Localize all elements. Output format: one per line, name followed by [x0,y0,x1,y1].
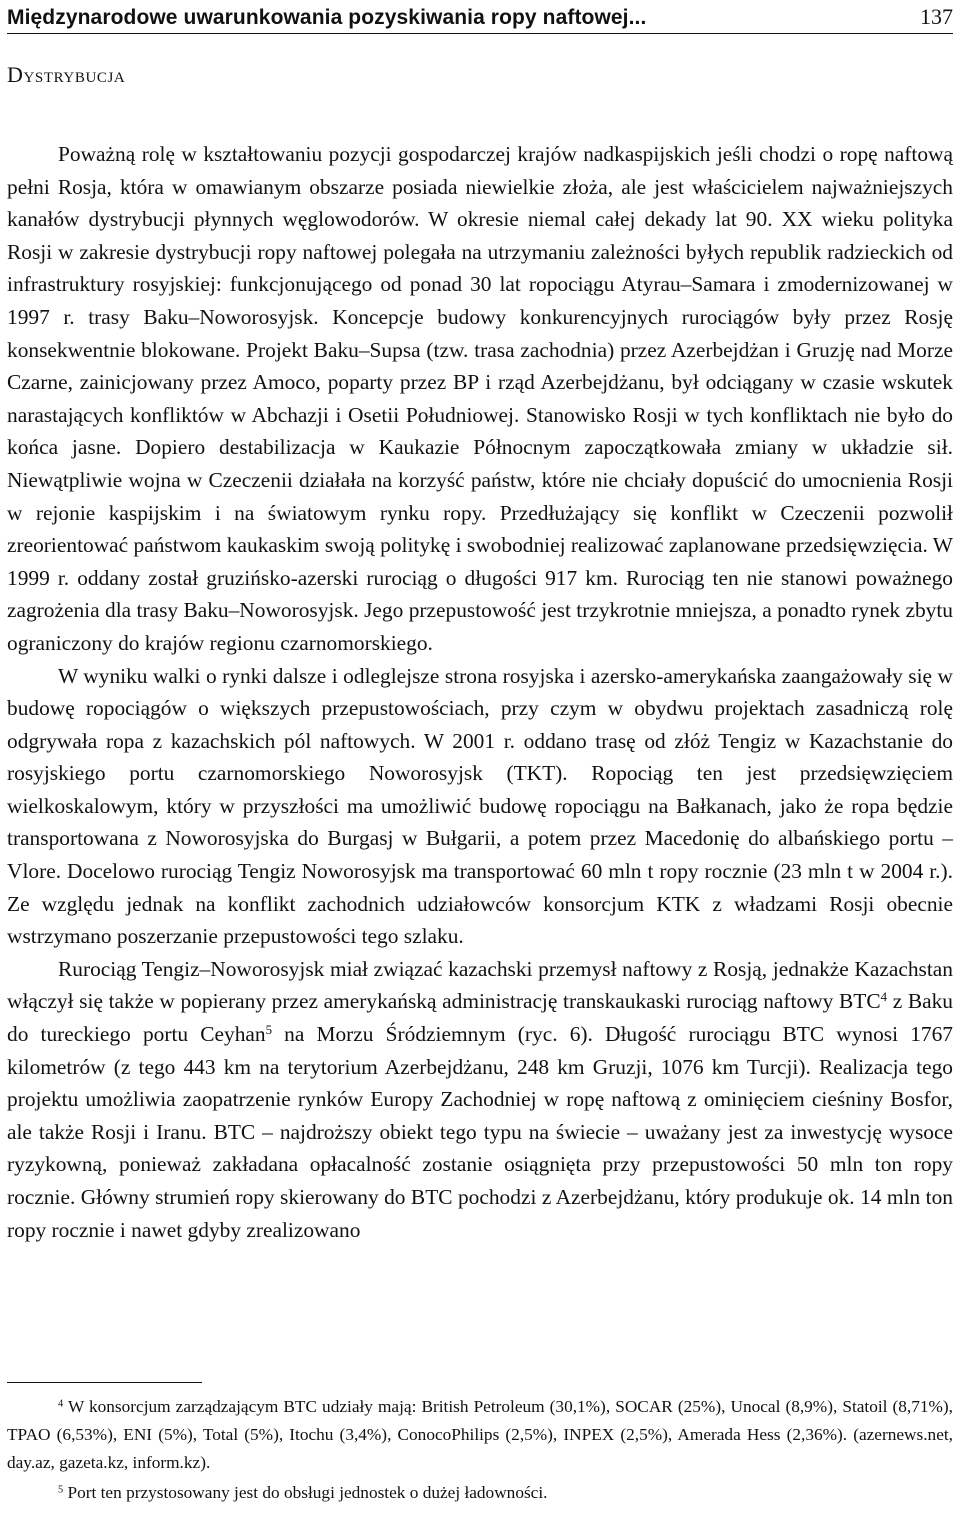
footnotes [7,1382,953,1507]
footnote-rule [7,1382,202,1383]
paragraph-3-part-a: Rurociąg Tengiz–Noworosyjsk miał związać kazachski przemysł naftowy z Rosją, jednakże Kazachstan włączył się także w popierany przez amerykańską administrację transkaukaski rurociąg naftowy BTC [7,956,953,1014]
footnote-4 [7,1393,953,1477]
footnote-5 [7,1479,953,1507]
footnote-4-text: W konsorcjum zarządzającym BTC udziały mają: British Petroleum (30,1%), SOCAR (25%), Unocal (8,9%), Statoil (8,71%), TPAO (6,53%), ENI (5%), Total (5%), Itochu (3,4%), ConocoPhilips (2,5%), INPEX (2,5%), Amerada Hess (2,36%). (azernews.net, day.az, gazeta.kz, inform.kz). [7,1397,953,1472]
footnote-5-text: Port ten przystosowany jest do obsługi jednostek o dużej ładowności. [63,1483,548,1502]
paragraph-3 [7,953,953,1246]
paragraph-3-part-b: z Baku do tureckiego portu Ceyhan [7,989,954,1047]
footnote-mark-4: 4 [58,1398,64,1410]
footnote-ref-5[interactable]: 5 [265,1022,272,1037]
page-number: 137 [920,4,953,29]
body-text [7,138,953,1246]
paragraph-1: Poważną rolę w kształtowaniu pozycji gospodarczej krajów nadkaspijskich jeśli chodzi o ropę naftową pełni Rosja, która w omawianym obszarze posiada niewielkie złoża, ale jest właścicielem najważniejszych kanałów dystrybucji płynnych węglowodorów. W okresie niemal całej dekady lat 90. XX wieku polityka Rosji w zakresie dystrybucji ropy naftowej polegała na utrzymaniu zależności byłych republik radzieckich od infrastruktury rosyjskiej: funkcjonującego od ponad 30 lat ropociągu Atyrau–Samara i zmodernizowanej w 1997 r. trasy Baku–Noworosyjsk. Koncepcje budowy konkurencyjnych rurociągów były przez Rosję konsekwentnie blokowane. Projekt Baku–Supsa (tzw. trasa zachodnia) przez Azerbejdżan i Gruzję nad Morze Czarne, zainicjowany przez Amoco, poparty przez BP i rząd Azerbejdżanu, był odciągany w czasie wskutek narastających konfliktów w Abchazji i Osetii Południowej. Stanowisko Rosji w tych konfliktach nie było do końca jasne. Dopiero destabilizacja w Kaukazie Północnym zapoczątkowała zmiany w układzie sił. Niewątpliwie wojna w Czeczenii działała na korzyść państw, które nie chciały dopuścić do umocnienia Rosji w rejonie kaspijskim i na światowym rynku ropy. Przedłużający się konflikt w Czeczenii pozwolił zreorientować państwom kaukaskim swoją politykę i swobodniej realizować zaplanowane przedsięwzięcia. W 1999 r. oddany został gruzińsko-azerski rurociąg o długości 917 km. Rurociąg ten nie stanowi poważnego zagrożenia dla trasy Baku–Noworosyjsk. Jego przepustowość jest trzykrotnie mniejsza, a ponadto rynek zbytu ograniczony do krajów regionu czarnomorskiego. [7,142,953,655]
paragraph-3-part-c: na Morzu Śródziemnym (ryc. 6). Długość rurociągu BTC wynosi 1767 kilometrów (z tego 443 km na terytorium Azerbejdżanu, 248 km Gruzji, 1076 km Turcji). Realizacja tego projektu umożliwia zaopatrzenie rynków Europy Zachodniej w ropę naftową z ominięciem cieśniny Bosfor, ale także Rosji i Iranu. BTC – najdroższy obiekt tego typu na świecie – uważany jest za inwestycję wysoce ryzykowną, ponieważ zakładana opłacalność zostanie osiągnięta przy przepustowości 50 mln ton ropy rocznie. Główny strumień ropy skierowany do BTC pochodzi z Azerbejdżanu, który produkuje ok. 14 mln ton ropy rocznie i nawet gdyby zrealizowano [7,1022,953,1242]
running-header [7,0,953,34]
footnote-mark-5: 5 [58,1484,64,1496]
paragraph-2: W wyniku walki o rynki dalsze i odleglejsze strona rosyjska i azersko-amerykańska zaangażowały się w budowę ropociągów o większych przepustowościach, przy czym w obydwu projektach zasadniczą rolę odgrywała ropa z kazachskich pól naftowych. W 2001 r. oddano trasę od złóż Tengiz w Kazachstanie do rosyjskiego portu czarnomorskiego Noworosyjsk (TKT). Ropociąg ten jest przedsięwzięciem wielkoskalowym, który w przyszłości ma umożliwić budowę ropociągu na Bałkanach, jako że ropa będzie transportowana z Noworosyjska do Burgasj w Bułgarii, a potem przez Macedonię do albańskiego portu – Vlore. Docelowo rurociąg Tengiz Noworosyjsk ma transportować 60 mln t ropy rocznie (23 mln t w 2004 r.). Ze względu jednak na konflikt zachodnich udziałowców konsorcjum KTK z władzami Rosji obecnie wstrzymano poszerzanie przepustowości tego szlaku. [7,663,953,949]
footnote-ref-4[interactable]: 4 [880,990,888,1005]
running-title: Międzynarodowe uwarunkowania pozyskiwania ropy naftowej... [7,6,647,29]
section-heading: Dystrybucja [7,62,126,87]
